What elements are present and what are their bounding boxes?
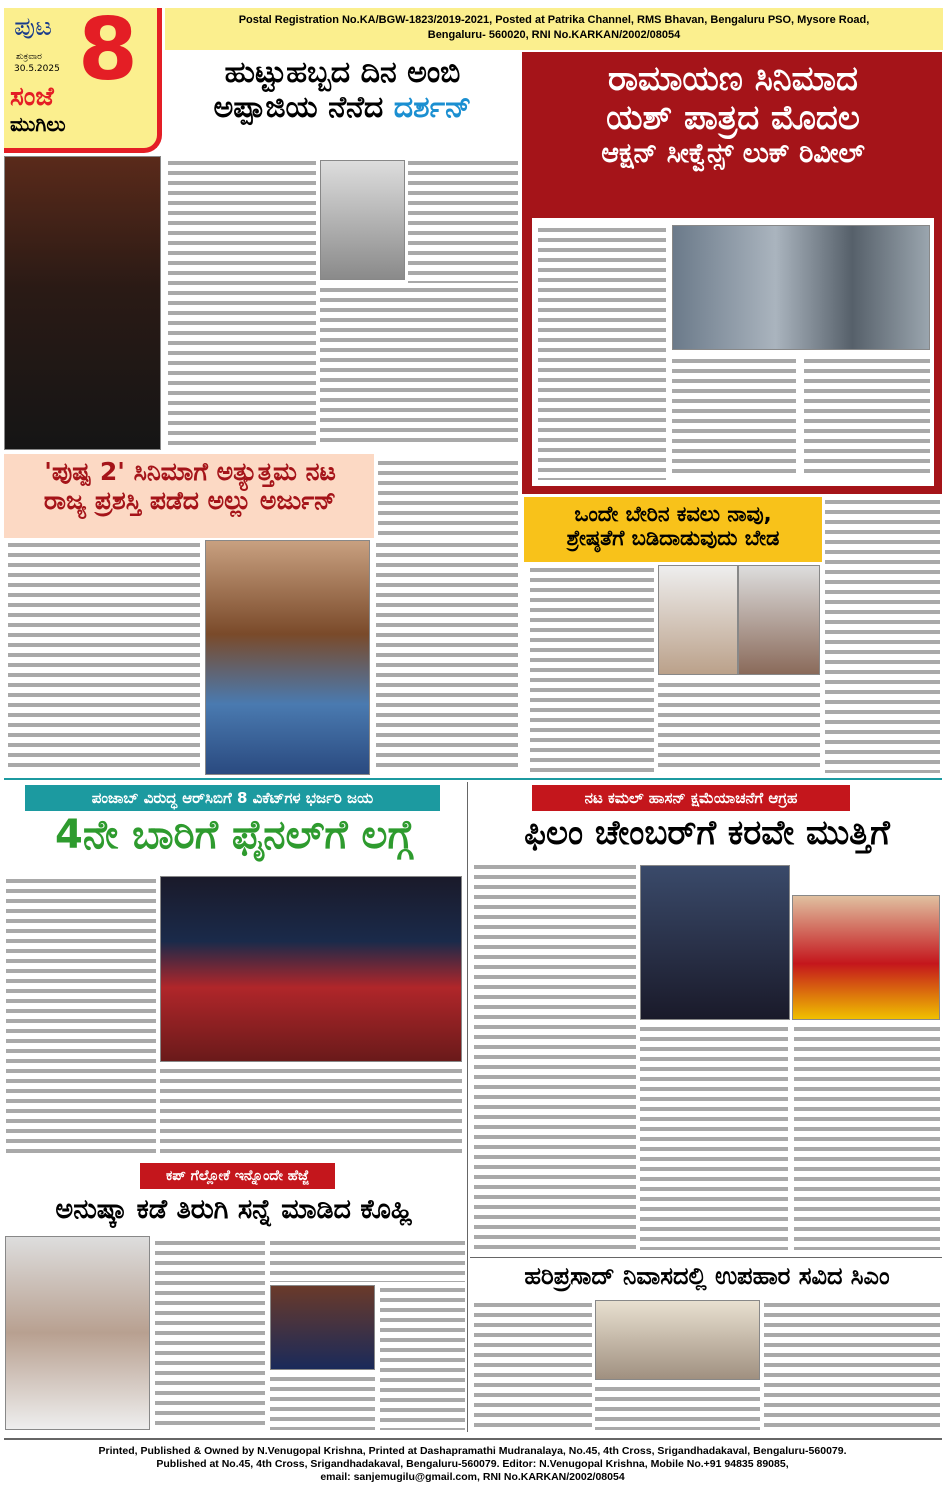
ramayana-body: [804, 356, 930, 478]
anushka-body: [155, 1238, 265, 1430]
chamber-kicker: ನಟ ಕಮಲ್ ಹಾಸನ್ ಕ್ಷಮೆಯಾಚನೆಗೆ ಆಗ್ರಹ: [532, 785, 850, 811]
kamal-body: [658, 680, 820, 773]
rcb-body: [160, 1066, 462, 1156]
hariprasad-body: [595, 1384, 760, 1430]
footer-rule: [4, 1438, 942, 1440]
allu-arjun-photo: [205, 540, 370, 775]
hariprasad-body: [474, 1300, 592, 1430]
chamber-headline: ಫಿಲಂ ಚೇಂಬರ್‌ಗೆ ಕರವೇ ಮುತ್ತಿಗೆ: [524, 813, 890, 853]
chamber-body: [474, 862, 636, 1250]
darshan-body: [168, 158, 316, 446]
chamber-body: [640, 1024, 788, 1250]
imprint: Printed, Published & Owned by N.Venugopal Krishna, Printed at Dashapramathi Mudranalaya, No.45, 4th Cross, Srigandhadakaval, Bengaluru-560079. Published at No.45, 4th Cross, Srigandhadakaval, Bengaluru-560079. Editor: N.Venugopal Krishna, Mobile No.+91 94835 89085, email: sanjemugilu@gmail.com, RNI No.KARKAN/2002/08054: [98, 1445, 847, 1483]
pushpa-body: [376, 540, 518, 772]
pushpa-body: [8, 540, 200, 772]
anushka-kicker: ಕಪ್ ಗೆಲ್ಲೋಕೆ ಇನ್ನೊಂದೇ ಹೆಜ್ಜೆ: [140, 1163, 335, 1189]
column-divider: [467, 782, 468, 1432]
protest-photo: [792, 895, 940, 1020]
kamal-photo: [738, 565, 820, 675]
darshan-headline: ಹುಟ್ಟುಹಬ್ಬದ ದಿನ ಅಂಬಿ ಅಪ್ಪಾಜಿಯ ನೆನೆದ ದರ್ಶನ್: [213, 55, 472, 125]
hariprasad-headline: ಹರಿಪ್ರಸಾದ್ ನಿವಾಸದಲ್ಲಿ ಉಪಹಾರ ಸವಿದ ಸಿಎಂ: [524, 1262, 890, 1290]
postal-line-1: Postal Registration No.KA/BGW-1823/2019-2021, Posted at Patrika Channel, RMS Bhavan, Bengaluru PSO, Mysore Road,: [238, 14, 870, 26]
darshan-photo: [4, 156, 161, 450]
ramayana-photo: [672, 225, 930, 350]
chamber-body: [794, 1024, 940, 1250]
page-word: ಪುಟ: [14, 12, 53, 42]
anushka-photo: [5, 1236, 150, 1430]
masthead: [4, 0, 162, 153]
paper-name-1: ಸಂಜೆ: [10, 82, 54, 112]
pushpa-headline: 'ಪುಷ್ಪ 2' ಸಿನಿಮಾಗೆ ಅತ್ಯುತ್ತಮ ನಟ ರಾಜ್ಯ ಪ್ರಶಸ್ತಿ ಪಡೆದ ಅಲ್ಲು ಅರ್ಜುನ್: [43, 457, 337, 515]
ramayana-body: [538, 225, 666, 480]
anushka-body: [380, 1285, 465, 1430]
anushka-body: [270, 1238, 465, 1282]
kamal-quote-headline: ಒಂದೇ ಬೇರಿನ ಕವಲು ನಾವು, ಶ್ರೇಷ್ಠತೆಗೆ ಬಡಿದಾಡುವುದು ಬೇಡ: [566, 502, 780, 551]
page-number: 8: [78, 0, 138, 100]
cm-breakfast-photo: [595, 1300, 760, 1380]
ramayana-headline: ರಾಮಾಯಣ ಸಿನಿಮಾದ ಯಶ್ ಪಾತ್ರದ ಮೊದಲ ಆಕ್ಷನ್ ಸೀಕ್ವೆನ್ಸ್ ಲುಕ್ ರಿವೀಲ್: [601, 59, 865, 170]
hariprasad-body: [764, 1300, 940, 1430]
postal-strip: [165, 8, 943, 50]
anushka-body: [270, 1374, 375, 1430]
postal-line-2: Bengaluru- 560020, RNI No.KARKAN/2002/08054: [427, 29, 681, 41]
kamal-body: [825, 497, 940, 773]
kamal-body: [530, 565, 654, 773]
rcb-kicker: ಪಂಜಾಬ್ ವಿರುದ್ಧ ಆರ್‌ಸಿಬಿಗೆ 8 ವಿಕೆಟ್‌ಗಳ ಭರ್ಜರಿ ಜಯ: [25, 785, 440, 811]
anushka-headline: ಅನುಷ್ಕಾ ಕಡೆ ತಿರುಗಿ ಸನ್ನೆ ಮಾಡಿದ ಕೊಹ್ಲಿ: [55, 1194, 413, 1225]
darshan-body: [408, 158, 518, 283]
rcb-body: [6, 876, 156, 1156]
paper-name-2: ಮುಗಿಲು: [10, 112, 66, 136]
darshan-body: [320, 285, 518, 445]
date: 30.5.2025: [14, 64, 60, 74]
ramya-photo: [658, 565, 738, 675]
pushpa-body: [378, 458, 518, 538]
ramayana-body: [672, 356, 796, 478]
day: ಶುಕ್ರವಾರ: [16, 52, 42, 62]
divider: [4, 778, 942, 780]
kamal-speech-photo: [640, 865, 790, 1020]
kohli-photo: [270, 1285, 375, 1370]
ambareesh-photo: [320, 160, 405, 280]
rcb-headline: 4ನೇ ಬಾರಿಗೆ ಫೈನಲ್‌ಗೆ ಲಗ್ಗೆ: [55, 812, 413, 858]
rcb-photo: [160, 876, 462, 1062]
divider: [470, 1257, 942, 1258]
